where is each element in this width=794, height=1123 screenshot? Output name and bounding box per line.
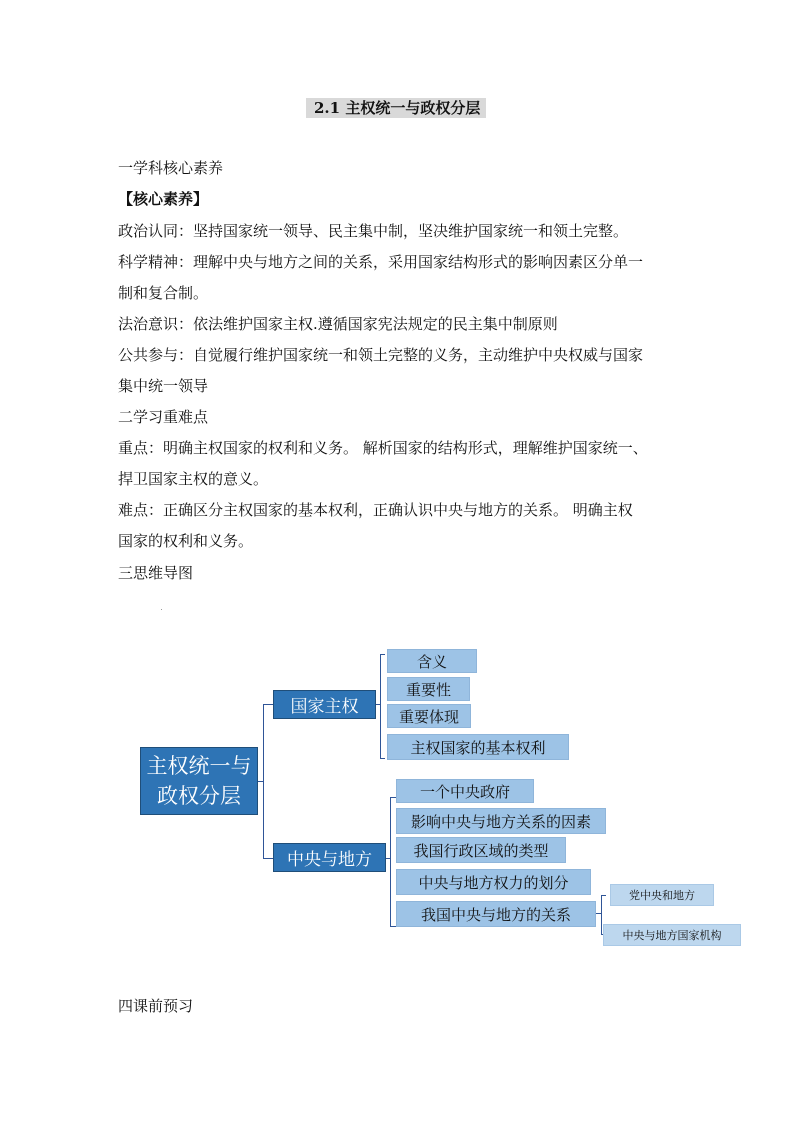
mindmap-subitem-party-central: 党中央和地方 (610, 884, 714, 906)
section-heading-literacy: 一学科核心素养 (118, 159, 224, 177)
section-heading-key-points: 二学习重难点 (118, 408, 209, 426)
literacy-political-identity: 政治认同：坚持国家统一领导、民主集中制，坚决维护国家统一和领土完整。 (118, 222, 629, 240)
mindmap-root-line2: 政权分层 (157, 784, 241, 808)
bracket (390, 797, 391, 927)
connector (380, 758, 385, 759)
literacy-scientific-spirit-cont: 制和复合制。 (118, 284, 209, 302)
mindmap-item-manifestation: 重要体现 (387, 704, 471, 728)
section-heading-preview: 四课前预习 (118, 997, 194, 1015)
key-points-line: 重点：明确主权国家的权利和义务。 解析国家的结构形式，理解维护国家统一、 (118, 439, 648, 457)
mindmap-root (140, 747, 258, 815)
mindmap-branch-sovereignty: 国家主权 (273, 690, 376, 719)
mindmap-root-line1: 主权统一与 (146, 754, 252, 778)
stray-dot (161, 609, 162, 610)
literacy-public-participation: 公共参与：自觉履行维护国家统一和领土完整的义务，主动维护中央权威与国家 (118, 346, 644, 364)
literacy-rule-of-law: 法治意识：依法维护国家主权.遵循国家宪法规定的民主集中制原则 (118, 315, 558, 333)
page-title: 2.1 主权统一与政权分层 (306, 98, 486, 118)
difficult-points-line-cont: 国家的权利和义务。 (118, 532, 254, 550)
mindmap-item-administrative-regions: 我国行政区域的类型 (396, 837, 566, 863)
mindmap-branch-central-local: 中央与地方 (273, 843, 386, 872)
connector (380, 654, 385, 655)
mindmap-item-influencing-factors: 影响中央与地方关系的因素 (396, 808, 606, 834)
literacy-public-participation-cont: 集中统一领导 (118, 377, 209, 395)
mindmap-item-power-division: 中央与地方权力的划分 (396, 869, 591, 895)
bracket (601, 895, 602, 935)
literacy-scientific-spirit: 科学精神：理解中央与地方之间的关系，采用国家结构形式的影响因素区分单一 (118, 253, 644, 271)
difficult-points-line: 难点：正确区分主权国家的基本权利，正确认识中央与地方的关系。 明确主权 (118, 501, 633, 519)
mindmap-subitem-state-organs: 中央与地方国家机构 (603, 924, 741, 946)
connector (263, 858, 273, 859)
key-points-line-cont: 捍卫国家主权的意义。 (118, 470, 269, 488)
connector (258, 781, 264, 782)
section-heading-mind-map: 三思维导图 (118, 564, 194, 582)
mindmap-item-basic-rights: 主权国家的基本权利 (387, 734, 569, 760)
section-subheading-core-literacy: 【核心素养】 (118, 190, 209, 208)
mindmap-item-importance: 重要性 (387, 677, 470, 701)
connector (601, 895, 606, 896)
bracket (380, 654, 381, 759)
connector (263, 704, 273, 705)
mindmap-item-relationship: 我国中央与地方的关系 (396, 901, 596, 927)
mindmap-item-central-government: 一个中央政府 (396, 779, 534, 803)
mindmap-item-meaning: 含义 (387, 649, 477, 673)
